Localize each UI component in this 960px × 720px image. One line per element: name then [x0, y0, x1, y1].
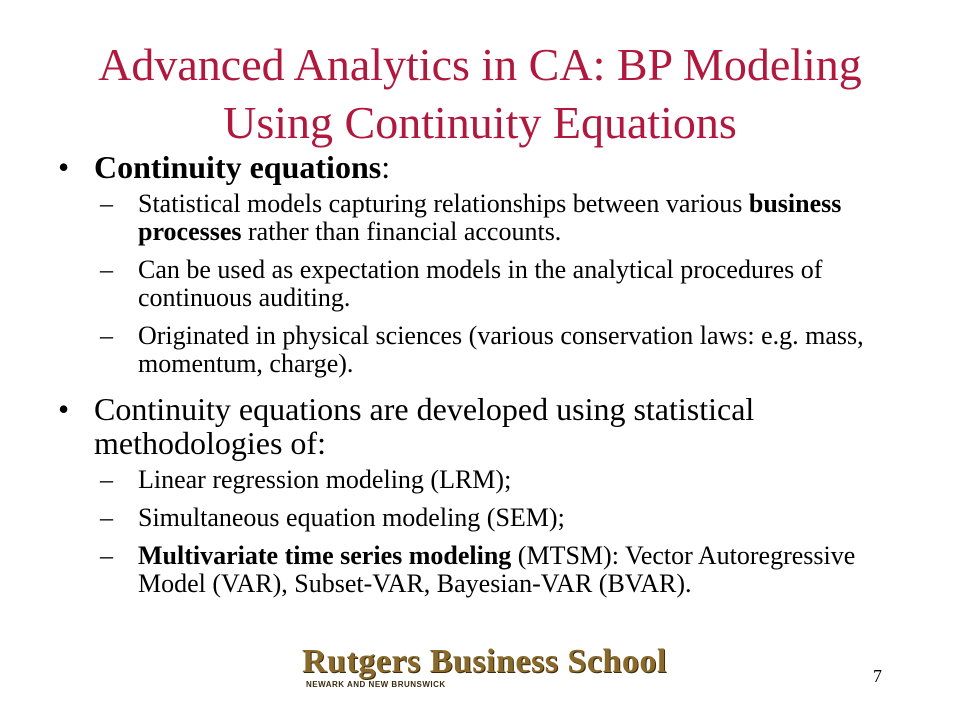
bullet-methodologies [58, 392, 928, 460]
subitem-text-tail: rather than financial accounts. [241, 217, 562, 246]
bullet-heading-colon: : [381, 149, 391, 185]
slide-body [58, 150, 928, 608]
subitem-statistical-models [58, 190, 928, 246]
slide-title [20, 36, 940, 152]
bullet-marker: • [58, 391, 70, 427]
subitem-bold-text: business processes [138, 189, 842, 246]
title-line-1: Advanced Analytics in CA: BP Modeling [98, 39, 862, 90]
logo-subtitle: NEWARK AND NEW BRUNSWICK [306, 680, 446, 689]
rutgers-business-school-logo [302, 644, 672, 690]
dash-marker: – [100, 189, 113, 218]
subitem-mtsm [58, 542, 928, 598]
subitem-expectation-models [58, 256, 928, 312]
subitem-sem [58, 504, 928, 532]
subitem-physical-sciences [58, 322, 928, 378]
subitem-text: Linear regression modeling (LRM); [138, 465, 512, 494]
subitem-bold-text: Multivariate time series modeling [138, 541, 512, 570]
subitem-text: Can be used as expectation models in the analytical procedures of continuous auditing. [138, 255, 823, 312]
bullet-continuity-equations [58, 150, 928, 184]
subitem-lrm [58, 466, 928, 494]
dash-marker: – [100, 465, 113, 494]
bullet-heading: Continuity equations [94, 149, 382, 185]
dash-marker: – [100, 503, 113, 532]
page-number: 7 [873, 666, 882, 686]
subitem-text: Statistical models capturing relationships between various [138, 189, 749, 218]
title-line-2: Using Continuity Equations [223, 97, 737, 148]
dash-marker: – [100, 541, 113, 570]
subitem-text-tail: (MTSM): Vector Autoregressive Model (VAR), Subset-VAR, Bayesian-VAR (BVAR). [138, 541, 856, 598]
dash-marker: – [100, 321, 113, 350]
bullet-marker: • [58, 149, 70, 185]
logo-wordmark: Rutgers Business School [302, 643, 667, 680]
subitem-text: Originated in physical sciences (various conservation laws: e.g. mass, momentum, charge). [138, 321, 864, 378]
subitem-text: Simultaneous equation modeling (SEM); [138, 503, 565, 532]
bullet-text: Continuity equations are developed using statistical methodologies of: [94, 391, 755, 461]
dash-marker: – [100, 255, 113, 284]
